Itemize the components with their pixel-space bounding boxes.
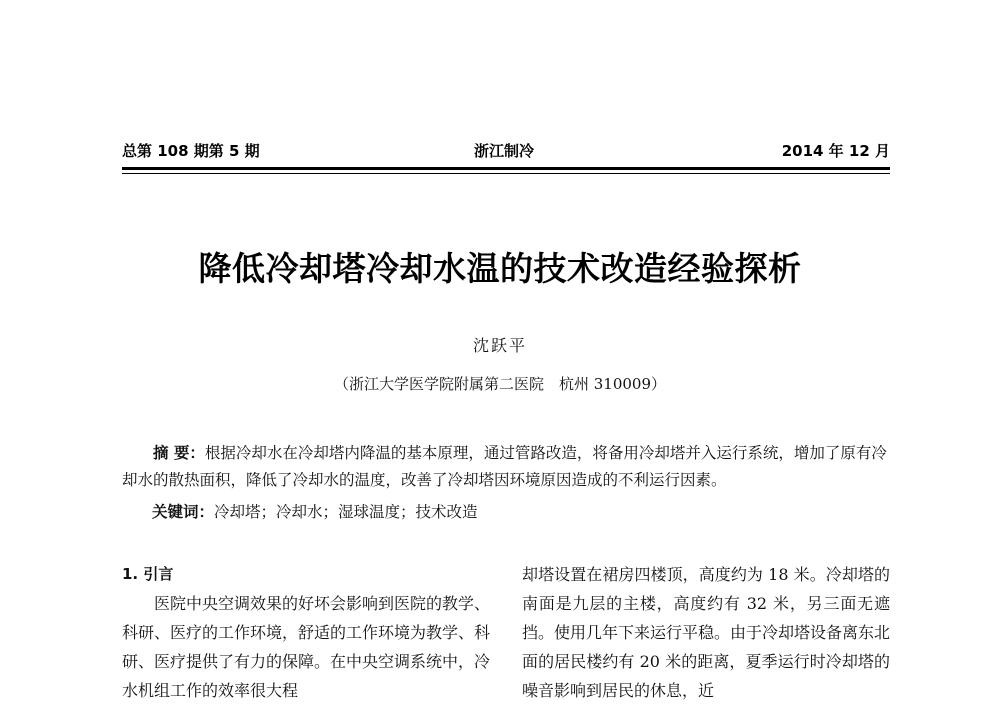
abstract xyxy=(122,440,890,494)
abstract-label: 摘 要： xyxy=(153,444,205,462)
author-affiliation: （浙江大学医学院附属第二医院 杭州 310009） xyxy=(333,375,667,393)
body-column-right xyxy=(522,560,890,705)
body-column-left xyxy=(122,560,490,705)
body-paragraph-right: 却塔设置在裙房四楼顶，高度约为 18 米。冷却塔的南面是九层的主楼，高度约有 32 米，另三面无遮挡。使用几年下来运行平稳。由于冷却塔设备离东北面的居民楼约有 20 米的距离，夏季运行时冷却塔的噪音影响到居民的休息，近 xyxy=(522,565,891,700)
author-name: 沈跃平 xyxy=(472,336,527,355)
body-paragraph-left: 医院中央空调效果的好坏会影响到医院的教学、科研、医疗的工作环境，舒适的工作环境为教学、科研、医疗提供了有力的保障。在中央空调系统中，冷水机组工作的效率很大程 xyxy=(122,594,491,700)
issue-date: 2014 年 12 月 xyxy=(781,142,890,160)
issue-number: 总第 108 期第 5 期 xyxy=(122,142,260,160)
keywords xyxy=(152,499,892,526)
header-rule-thick xyxy=(122,167,890,170)
keywords-text: 冷却塔；冷却水；湿球温度；技术改造 xyxy=(214,503,478,521)
journal-name: 浙江制冷 xyxy=(474,142,535,160)
header-rule-thin xyxy=(122,173,890,174)
article-title: 降低冷却塔冷却水温的技术改造经验探析 xyxy=(198,249,802,288)
keywords-label: 关键词： xyxy=(152,503,215,521)
section-heading: 1. 引言 xyxy=(122,565,174,583)
abstract-text: 根据冷却水在冷却塔内降温的基本原理，通过管路改造，将备用冷却塔并入运行系统，增加了原有冷却水的散热面积，降低了冷却水的温度，改善了冷却塔因环境原因造成的不利运行因素。 xyxy=(122,444,887,489)
